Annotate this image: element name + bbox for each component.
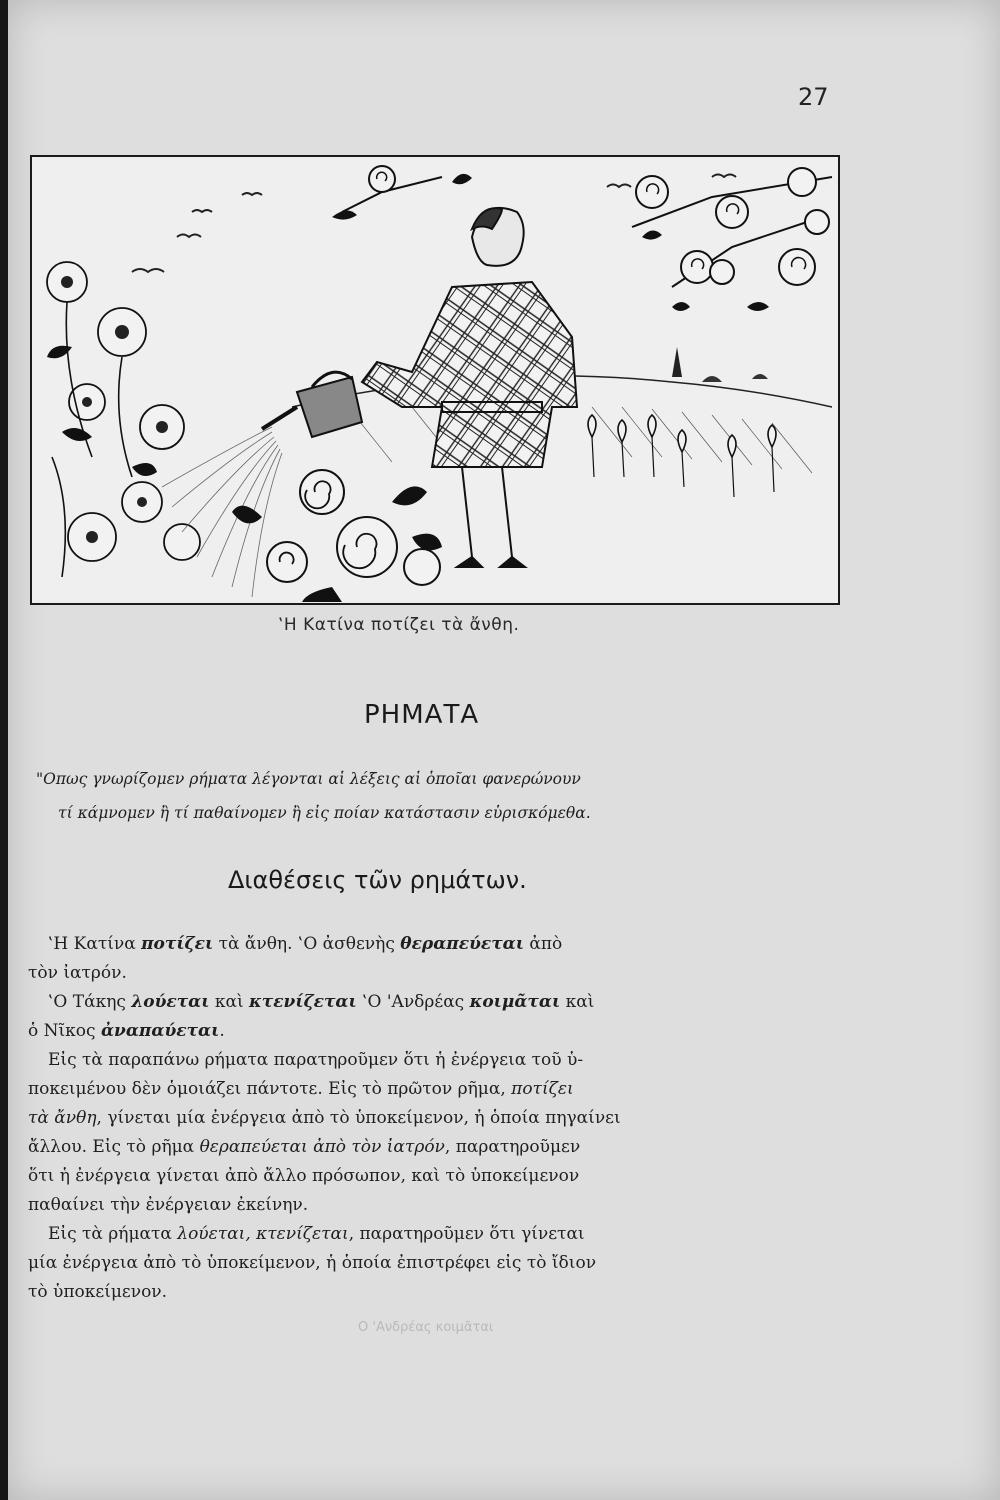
section-subtitle: Διαθέσεις τῶν ρημάτων. <box>228 866 527 894</box>
page-number: 27 <box>798 83 829 111</box>
illustration-girl-watering-flowers <box>30 155 840 605</box>
text-line: ὅτι ἡ ἐνέργεια γίνεται ἀπὸ ἄλλο πρόσωπον, καὶ τὸ ὑποκείμενον <box>28 1166 580 1186</box>
text-line: τὸν ἰατρόν. <box>28 963 127 983</box>
text-line: τὸ ὑποκείμενον. <box>28 1282 168 1302</box>
text-line: τὰ ἄνθη, γίνεται μία ἐνέργεια ἀπὸ τὸ ὑποκείμενον, ἡ ὁποία πηγαίνει <box>28 1108 621 1128</box>
text-line: ὁ Νῖκος ἀναπαύεται. <box>28 1021 225 1041</box>
body-text <box>28 930 828 1307</box>
text-line: μία ἐνέργεια ἀπὸ τὸ ὑποκείμενον, ἡ ὁποία ἐπιστρέφει εἰς τὸ ἴδιον <box>28 1253 597 1273</box>
text-line: ‛Η Κατίνα ποτίζει τὰ ἄνθη. ‛Ο ἀσθενὴς θεραπεύεται ἀπὸ <box>48 934 563 954</box>
book-page <box>8 0 1000 1500</box>
illustration-caption: ‛Η Κατίνα ποτίζει τὰ ἄνθη. <box>278 615 520 635</box>
bleed-through-text: Ο 'Ανδρέας κοιμᾶται <box>358 1320 494 1335</box>
page-title: ΡΗΜΑΤΑ <box>364 700 480 730</box>
text-line: ‛Ο Τάκης λούεται καὶ κτενίζεται ‛Ο 'Ανδρέας κοιμᾶται καὶ <box>48 992 595 1012</box>
text-line: Εἰς τὰ παραπάνω ρήματα παρατηροῦμεν ὅτι ἡ ἐνέργεια τοῦ ὑ- <box>48 1050 584 1070</box>
text-line: παθαίνει τὴν ἐνέργειαν ἐκείνην. <box>28 1195 309 1215</box>
text-line: ἄλλου. Εἰς τὸ ρῆμα θεραπεύεται ἀπὸ τὸν ἰατρόν, παρατηροῦμεν <box>28 1137 581 1157</box>
definition-line: "Οπως γνωρίζομεν ρήματα λέγονται αἱ λέξεις αἱ ὁποῖαι φανερώνουν <box>36 770 581 788</box>
definition-line: τί κάμνομεν ἢ τί παθαίνομεν ἢ εἰς ποίαν κατάστασιν εὑρισκόμεθα. <box>58 804 591 822</box>
text-line: Εἰς τὰ ρήματα λούεται, κτενίζεται, παρατηροῦμεν ὅτι γίνεται <box>48 1224 585 1244</box>
definition-paragraph <box>36 762 836 830</box>
text-line: ποκειμένου δὲν ὁμοιάζει πάντοτε. Εἰς τὸ πρῶτον ρῆμα, ποτίζει <box>28 1079 574 1099</box>
